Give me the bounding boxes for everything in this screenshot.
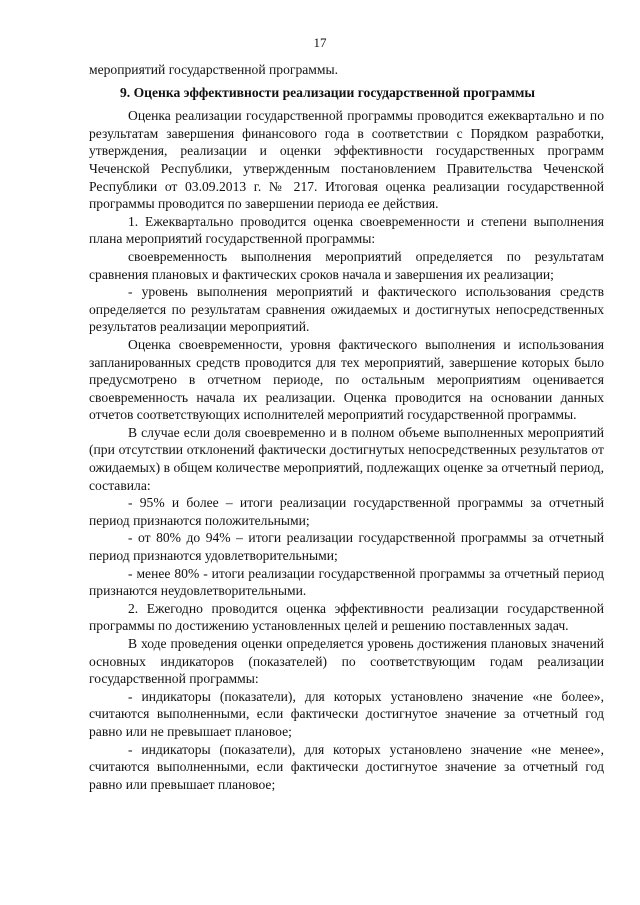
list-item: - от 80% до 94% – итоги реализации государственной программы за отчетный период признаются удовлетворительными; [89,530,604,564]
paragraph: Оценка своевременности, уровня фактического выполнения и использования запланированных средств проводится для тех мероприятий, завершение которых было предусмотрено в отчетном периоде, по остальным мероприятиям оценивается своевременность начала их реализации. Оценка проводится на основании данных отчетов соответствующих исполнителей мероприятий государственной программы. [89,336,604,423]
page-number: 17 [313,35,327,50]
list-item: - уровень выполнения мероприятий и фактического использования средств определяется по результатам сравнения ожидаемых и достигнутых непосредственных результатов реализации мероприятий. [89,284,604,335]
paragraph: 2. Ежегодно проводится оценка эффективности реализации государственной программы по достижению установленных целей и решению поставленных задач. [89,600,604,634]
list-item: - менее 80% - итоги реализации государственной программы за отчетный период признаются неудовлетворительными. [89,565,604,599]
paragraph-continuation: мероприятий государственной программы. [89,62,339,77]
paragraph: В ходе проведения оценки определяется уровень достижения плановых значений основных индикаторов (показателей) по соответствующим годам реализации государственной программы: [89,636,604,687]
paragraph: В случае если доля своевременно и в полном объеме выполненных мероприятий (при отсутствии отклонений фактически достигнутых непосредственных результатов от ожидаемых) в общем количестве мероприятий, подлежащих оценке за отчетный период, составила: [89,424,604,493]
page-body [89,61,604,793]
paragraph: Оценка реализации государственной программы проводится ежеквартально и по результатам завершения финансового года в соответствии с Порядком разработки, утверждения, реализации и оценки эффективности государственных программ Чеченской Республики, утвержденным постановлением Правительства Чеченской Республики от 03.09.2013 г. № 217. Итоговая оценка реализации государственной программы проводится по завершении периода ее действия. [89,108,604,212]
list-item: - 95% и более – итоги реализации государственной программы за отчетный период признаются положительными; [89,495,604,528]
paragraph: 1. Ежеквартально проводится оценка своевременности и степени выполнения плана мероприятий государственной программы: [89,213,604,247]
section-heading: 9. Оценка эффективности реализации государственной программы [120,84,535,100]
list-item: - индикаторы (показатели), для которых установлено значение «не более», считаются выполненными, если фактически достигнутое значение за отчетный год равно или не превышает плановое; [89,688,604,739]
paragraph: своевременность выполнения мероприятий определяется по результатам сравнения плановых и фактических сроков начала и завершения их реализации; [89,248,604,282]
list-item: - индикаторы (показатели), для которых установлено значение «не менее», считаются выполненными, если фактически достигнутое значение за отчетный год равно или превышает плановое; [89,741,604,792]
